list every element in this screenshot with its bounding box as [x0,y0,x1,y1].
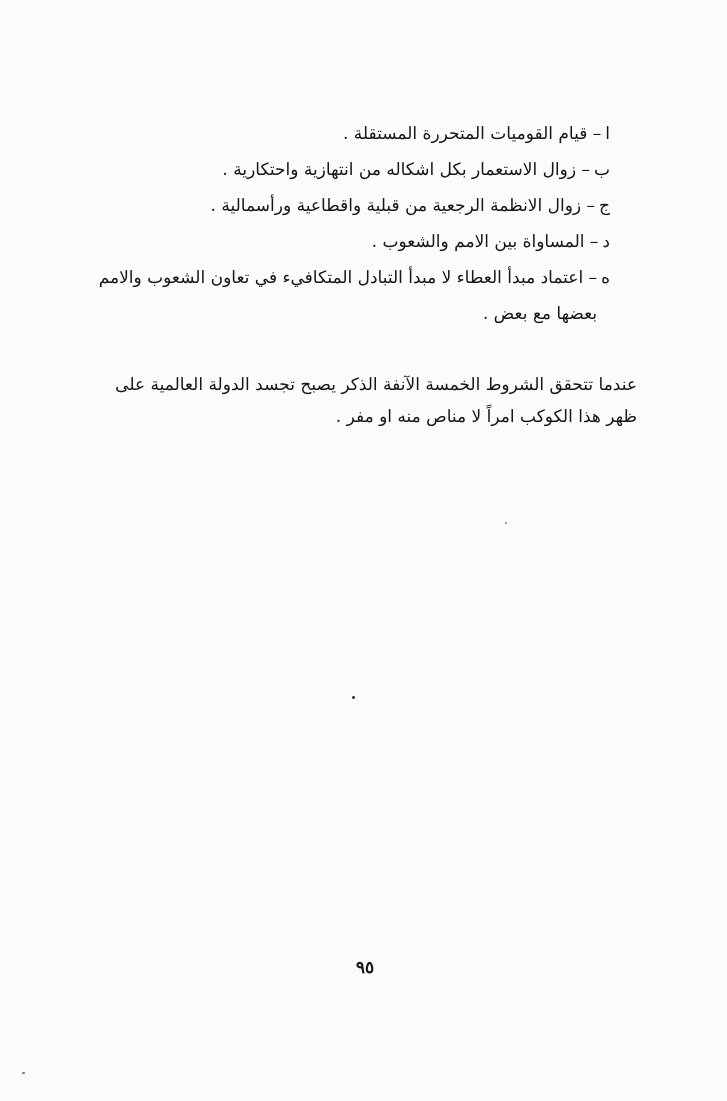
conditions-list [90,116,610,332]
scan-speck [22,1072,25,1074]
list-marker: د [602,232,610,252]
scan-speck [352,696,355,699]
list-marker: ب [593,160,610,180]
list-item [90,224,610,260]
scan-speck [505,522,507,524]
list-item [90,260,610,332]
list-item [90,152,610,188]
page-number: ٩٥ [355,958,375,978]
list-item-text: – اعتماد مبدأ العطاء لا مبدأ التبادل المتكافيء في تعاون الشعوب والامم بعضها مع بعض . [98,268,598,324]
list-marker: ه [601,268,610,288]
list-marker: ج [599,196,610,216]
body-paragraph: عندما تتحقق الشروط الخمسة الآنفة الذكر يصبح تجسد الدولة العالمية على ظهر هذا الكوكب امراً لا مناص منه او مفر . [115,375,637,427]
list-item-text: – المساواة بين الامم والشعوب . [371,232,599,252]
list-item-text: – زوال الانظمة الرجعية من قبلية واقطاعية ورأسمالية . [210,196,596,216]
list-item-text: – زوال الاستعمار بكل اشكاله من انتهازية واحتكارية . [222,160,590,180]
list-item [90,116,610,152]
list-item-text: – قيام القوميات المتحررة المستقلة . [342,124,602,144]
list-marker: ا [605,124,610,144]
list-item [90,188,610,224]
